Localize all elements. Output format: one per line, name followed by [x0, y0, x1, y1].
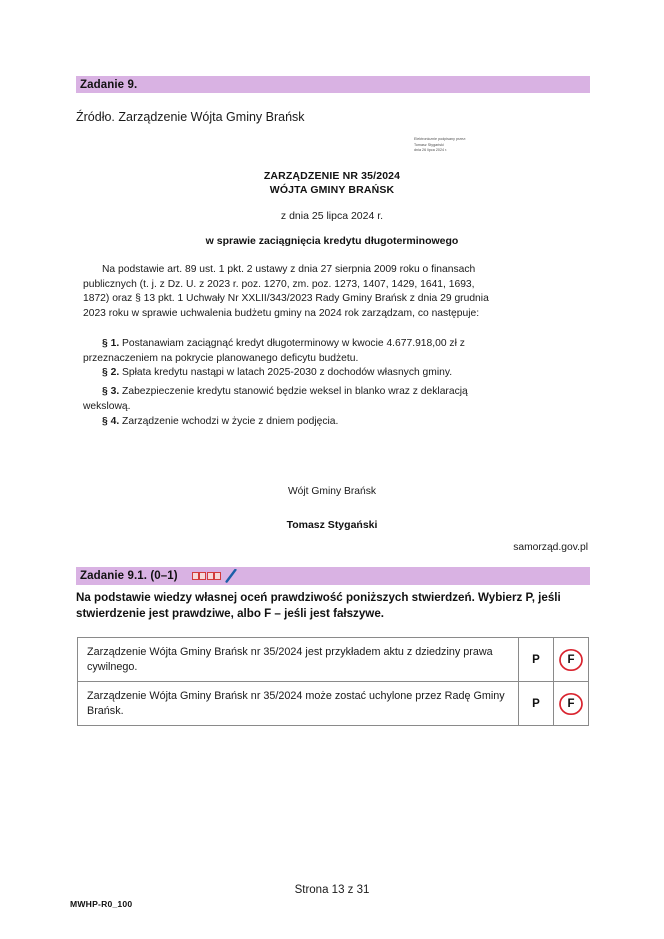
score-box	[207, 572, 214, 580]
table-row	[78, 638, 589, 682]
esignature-line-3: dnia 26 lipca 2024 r.	[414, 148, 448, 153]
ordinance-date: z dnia 25 lipca 2024 r.	[280, 210, 384, 222]
paragraph-3-mark: § 3.	[102, 386, 120, 397]
signer-role: Wójt Gminy Brańsk	[287, 486, 377, 497]
ordinance-title-line-1: ZARZĄDZENIE NR 35/2024	[263, 170, 401, 182]
source-line: Źródło. Zarządzenie Wójta Gminy Brańsk	[76, 110, 305, 124]
esignature-line-2: Tomasz Stygański	[414, 142, 444, 147]
table-row	[78, 682, 589, 726]
paragraph-3-text: Zabezpieczenie kredytu stanowić będzie weksel in blanko wraz z deklaracją wekslową.	[83, 386, 468, 412]
task-9-1-label: Zadanie 9.1. (0–1)	[80, 570, 178, 582]
option-true-letter: P	[532, 653, 540, 666]
option-true-cell[interactable]	[519, 638, 554, 682]
option-false-letter: F	[567, 697, 575, 710]
task-9-banner	[76, 76, 590, 93]
ordinance-preamble: Na podstawie art. 89 ust. 1 pkt. 2 ustawy z dnia 27 sierpnia 2009 roku o finansach publicznych (t. j. z Dz. U. z 2023 r. poz. 1270, zm. poz. 1273, 1407, 1429, 1641, 1693, 1872) oraz § 13 pkt. 1 Uchwały Nr XXLII/343/2023 Rady Gminy Brańsk z dnia 29 grudnia 2023 roku w sprawie uchwalenia budżetu gminy na 2024 rok zarządzam, co następuje:	[83, 264, 489, 319]
task-9-label: Zadanie 9.	[80, 78, 138, 91]
option-false-letter: F	[567, 653, 575, 666]
option-false-cell[interactable]	[554, 638, 589, 682]
ordinance-paragraph-1	[83, 337, 503, 366]
paragraph-2-text: Spłata kredytu nastąpi w latach 2025-2030 z dochodów własnych gminy.	[119, 367, 453, 378]
score-boxes	[192, 572, 222, 580]
score-box	[214, 572, 221, 580]
ordinance-paragraph-2	[83, 366, 503, 381]
score-widget	[192, 569, 237, 583]
option-true-letter: P	[532, 697, 540, 710]
ordinance-paragraph-4	[83, 415, 503, 430]
pen-stroke-icon	[223, 569, 237, 583]
paragraph-2-mark: § 2.	[102, 367, 120, 378]
ordinance-title-line-2: WÓJTA GMINY BRAŃSK	[269, 184, 395, 196]
electronic-signature-stamp	[414, 137, 466, 154]
option-true-cell[interactable]	[519, 682, 554, 726]
statement-cell: Zarządzenie Wójta Gminy Brańsk nr 35/2024 jest przykładem aktu z dziedziny prawa cywilnego.	[78, 638, 519, 682]
score-box	[199, 572, 206, 580]
exam-code: MWHP-R0_100	[70, 899, 133, 909]
ordinance-subject: w sprawie zaciągnięcia kredytu długoterminowego	[205, 235, 459, 247]
paragraph-1-mark: § 1.	[102, 338, 120, 349]
page-number: Strona 13 z 31	[294, 884, 370, 896]
source-attribution: samorząd.gov.pl	[513, 542, 588, 553]
score-box	[192, 572, 199, 580]
esignature-line-1: Elektronicznie podpisany przez:	[414, 137, 467, 141]
statement-cell: Zarządzenie Wójta Gminy Brańsk nr 35/2024 może zostać uchylone przez Radę Gminy Brańsk.	[78, 682, 519, 726]
ordinance-paragraph-3	[83, 385, 503, 414]
option-false-cell[interactable]	[554, 682, 589, 726]
instruction-text: Na podstawie wiedzy własnej oceń prawdziwość poniższych stwierdzeń. Wybierz P, jeśli stwierdzenie jest prawdziwe, albo F – jeśli jest fałszywe.	[76, 591, 561, 620]
task-9-1-banner	[76, 567, 590, 585]
answer-table	[77, 637, 589, 726]
paragraph-4-mark: § 4.	[102, 416, 120, 427]
paragraph-1-text: Postanawiam zaciągnąć kredyt długoterminowy w kwocie 4.677.918,00 zł z przeznaczeniem na pokrycie planowanego deficytu budżetu.	[83, 338, 465, 364]
paragraph-4-text: Zarządzenie wchodzi w życie z dniem podjęcia.	[119, 416, 339, 427]
signer-name: Tomasz Stygański	[286, 519, 378, 531]
